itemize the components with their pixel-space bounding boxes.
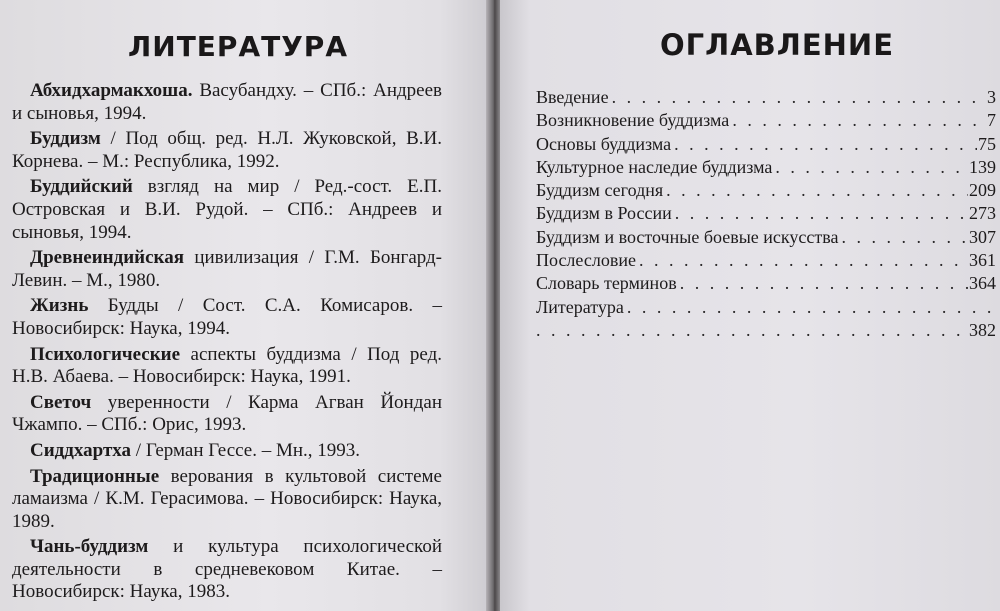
bibliography-entry bbox=[12, 247, 442, 292]
bibliography-entry bbox=[12, 128, 442, 173]
entry-bold-keyword: Светоч bbox=[30, 391, 92, 413]
entry-text: Васубандху. – СПб.: Андреев и сыновья, 1994. bbox=[12, 80, 442, 124]
toc-label: Послесловие bbox=[536, 250, 636, 271]
toc-leader-dots bbox=[841, 226, 968, 249]
entry-text: взгляд на мир / Ред.-сост. Е.П. Островская и В.И. Рудой. – СПб.: Андреев и сыновья, 1994. bbox=[12, 176, 442, 243]
toc-row bbox=[536, 202, 996, 225]
toc-label: Буддизм в России bbox=[536, 203, 672, 224]
toc-label: Введение bbox=[536, 87, 609, 107]
entry-bold-keyword: Буддийский bbox=[30, 176, 133, 198]
toc-row bbox=[536, 109, 996, 132]
toc-label: Литература bbox=[536, 296, 624, 317]
toc-row bbox=[536, 133, 996, 156]
toc-page-number: 75 bbox=[978, 133, 996, 154]
left-page bbox=[0, 0, 488, 611]
entry-text: / Герман Гессе. – Мн., 1993. bbox=[131, 439, 361, 461]
toc-leader-dots bbox=[775, 156, 968, 179]
toc-page-number: 3 bbox=[987, 87, 996, 107]
toc-page-number: 273 bbox=[969, 203, 996, 224]
entry-bold-keyword: Древнеиндийская bbox=[30, 247, 184, 269]
toc-page-number: 139 bbox=[969, 156, 996, 177]
toc-row bbox=[536, 179, 996, 202]
entry-text: / Под общ. ред. Н.Л. Жуковской, В.И. Корнева. – М.: Республика, 1992. bbox=[12, 128, 442, 172]
toc-leader-dots bbox=[627, 296, 996, 319]
toc-page-number: 361 bbox=[969, 250, 996, 271]
toc-row bbox=[536, 249, 996, 272]
toc-label: Буддизм и восточные боевые искусства bbox=[536, 226, 839, 247]
toc-row bbox=[536, 319, 996, 342]
toc-leader-dots bbox=[674, 133, 977, 156]
toc-leader-dots bbox=[732, 109, 986, 132]
entry-text: уверенности / Карма Агван Йондан Чжампо. – СПб.: Орис, 1993. bbox=[12, 391, 442, 436]
bibliography-entry bbox=[12, 440, 442, 463]
entry-bold-keyword: Чань-буддизм bbox=[30, 536, 149, 558]
toc-row bbox=[536, 272, 996, 295]
bibliography-title: ЛИТЕРАТУРА bbox=[128, 30, 348, 63]
entry-text: аспекты буддизма / Под ред. Н.В. Абаева. – Новосибирск: Наука, 1991. bbox=[12, 343, 442, 388]
toc-leader-dots bbox=[666, 179, 968, 202]
entry-bold-keyword: Жизнь bbox=[30, 295, 89, 317]
entry-bold-keyword: Традиционные bbox=[30, 465, 160, 487]
toc-leader-dots bbox=[675, 202, 968, 225]
toc-row bbox=[536, 86, 996, 109]
toc-row bbox=[536, 296, 996, 319]
entry-bold-keyword: Сиддхартха bbox=[30, 439, 132, 461]
bibliography-entry bbox=[12, 80, 442, 125]
bibliography-entry bbox=[12, 536, 442, 604]
toc-label: Основы буддизма bbox=[536, 133, 672, 154]
bibliography-entry bbox=[12, 176, 442, 244]
entry-text: цивилизация / Г.М. Бонгард-Левин. – М., 1980. bbox=[12, 247, 442, 291]
toc-leader-dots bbox=[680, 272, 968, 295]
toc-label: Возникновение буддизма bbox=[536, 110, 730, 131]
toc-page-number: 209 bbox=[969, 180, 996, 201]
toc-page-number: 364 bbox=[969, 273, 996, 294]
toc-leader-dots bbox=[536, 319, 968, 342]
toc-page-number: 7 bbox=[987, 110, 996, 131]
entry-text: верования в культовой системе ламаизма / К.М. Герасимова. – Новосибирск: Наука, 1989. bbox=[12, 465, 442, 532]
entry-bold-keyword: Абхидхармакхоша. bbox=[30, 80, 193, 101]
bibliography-entry bbox=[12, 295, 442, 340]
toc-leader-dots bbox=[639, 249, 968, 272]
entry-bold-keyword: Буддизм bbox=[30, 128, 101, 150]
bibliography-entry bbox=[12, 466, 442, 534]
toc-label: Буддизм сегодня bbox=[536, 180, 664, 201]
toc-label: Культурное наследие буддизма bbox=[536, 156, 773, 177]
bibliography-entry bbox=[12, 392, 442, 437]
entry-bold-keyword: Психологические bbox=[30, 343, 181, 365]
toc-row bbox=[536, 156, 996, 179]
right-page bbox=[500, 0, 1000, 611]
table-of-contents bbox=[536, 86, 996, 342]
bibliography-list bbox=[12, 80, 442, 607]
bibliography-entry bbox=[12, 344, 442, 389]
toc-leader-dots bbox=[612, 86, 986, 109]
toc-page-number: 307 bbox=[969, 226, 996, 247]
entry-text: и культура психологической деятельности в средневековом Китае. – Новосибирск: Наука, 1983. bbox=[12, 536, 442, 603]
contents-title: ОГЛАВЛЕНИЕ bbox=[660, 28, 895, 62]
toc-row bbox=[536, 226, 996, 249]
toc-label: Словарь терминов bbox=[536, 273, 677, 294]
entry-text: Будды / Сост. С.А. Комисаров. – Новосибирск: Наука, 1994. bbox=[12, 295, 442, 339]
toc-page-number: 382 bbox=[969, 319, 996, 340]
